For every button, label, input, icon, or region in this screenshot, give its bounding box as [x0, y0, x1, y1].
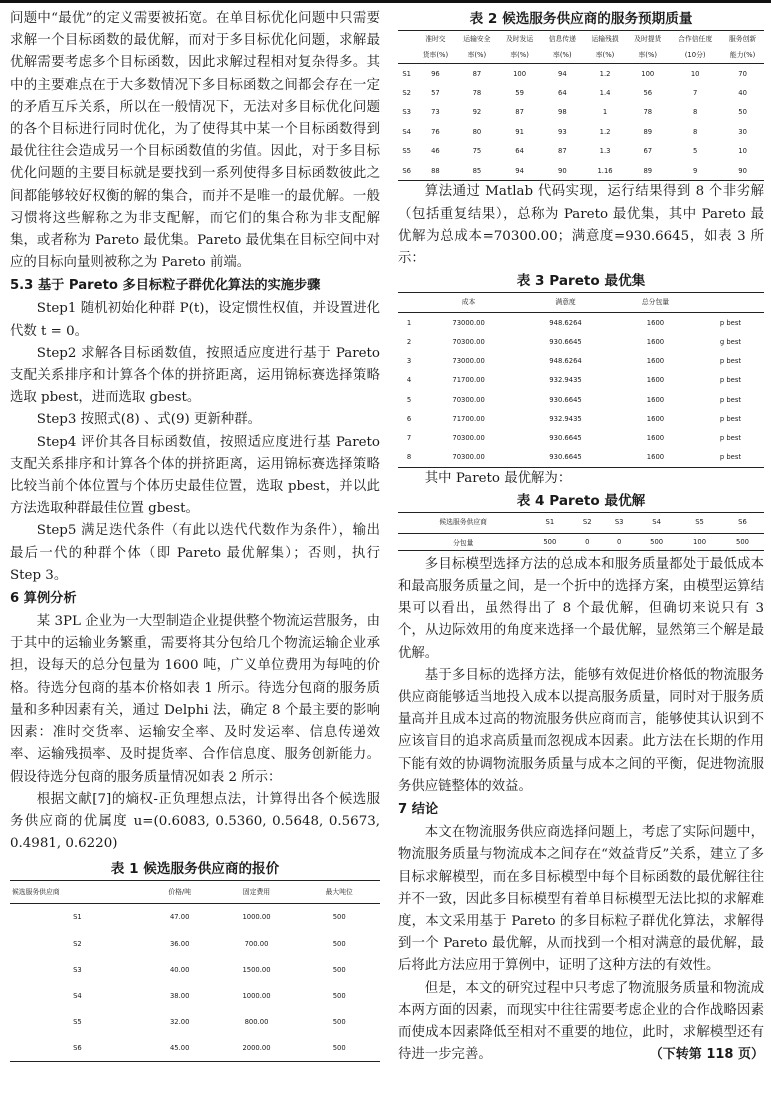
table-cell: 2000.00 [242, 1044, 271, 1053]
table-cell: 700.00 [244, 939, 269, 948]
table-header-cell: 最大吨位 [298, 881, 380, 904]
table-row [398, 142, 764, 161]
table-header-cell: 服务创新 [728, 34, 757, 43]
table-cell: 1000.00 [242, 913, 271, 922]
table-header-cell: S4 [635, 512, 678, 533]
table-header-cell: 候选服务供应商 [398, 512, 528, 533]
table-cell: 932.9435 [549, 414, 582, 423]
table-cell: 38.00 [169, 991, 190, 1000]
table-cell: 73000.00 [452, 357, 485, 366]
table-cell: 1.16 [597, 166, 613, 175]
table-cell: 87 [558, 147, 567, 156]
table-cell: 40 [738, 89, 747, 98]
table-cell: 1600 [646, 453, 665, 462]
table-cell: 500 [543, 537, 557, 546]
table-cell: 92 [472, 108, 482, 117]
step-paragraph: Step3 按照式(8) 、式(9) 更新种群。 [36, 412, 261, 428]
table-cell: 73 [431, 108, 440, 117]
table-cell: S3 [73, 965, 82, 974]
step-paragraph: Step5 满足迭代条件（有此以迭代代数作为条件），输出最后一代的种群个体（即 Pareto 最优解集）；否则，执行 Step 3。 [10, 523, 380, 583]
table-cell: 45.00 [169, 1044, 190, 1053]
table-row [398, 352, 764, 371]
table-3 [398, 292, 764, 468]
table-caption: 表 3 Pareto 最优集 [516, 273, 646, 290]
table-cell: 71700.00 [452, 376, 485, 385]
table-cell: 90 [558, 166, 567, 175]
table-cell: 930.6645 [549, 433, 582, 442]
page-top-rule [0, 0, 771, 3]
table-cell: 1500.00 [242, 965, 271, 974]
table-cell: S5 [402, 147, 411, 156]
body-paragraph: 本文在物流服务供应商选择问题上，考虑了实际问题中，物流服务质量与物流成本之间存在“效益背反”关系，建立了多目标求解模型，而在多目标模型中每个目标函数的最优解往往并不一致，因此多目标模型有着单目标模型无法比拟的求解难度，本文采用基于 Pareto 的多目标粒子群优化算法，求解得到一个 Pareto 最优解，从而找到一个相对满意的最优解，最后将此方法应用于算例中，证明了这种方法的有效性。 [398, 825, 764, 974]
table-cell: 1 [602, 108, 608, 117]
table-cell: 70300.00 [452, 433, 485, 442]
table-cell: 500 [736, 537, 749, 546]
table-cell: 1000.00 [242, 991, 271, 1000]
table-cell: 85 [472, 166, 482, 175]
table-cell: 6 [406, 414, 412, 423]
table-1 [10, 880, 380, 1062]
table-row [398, 103, 764, 122]
table-cell: 93 [558, 127, 567, 136]
table-cell: p best [719, 414, 742, 423]
table-cell: 500 [332, 1044, 346, 1053]
table-row [10, 1009, 380, 1035]
table-cell: 75 [472, 147, 482, 156]
table-row [10, 957, 380, 983]
table-header-cell: S2 [571, 512, 603, 533]
table-row [398, 313, 764, 333]
table-cell: 1.2 [599, 127, 611, 136]
table-header-cell: 价格/吨 [145, 881, 215, 904]
table-row [398, 64, 764, 84]
table-row [10, 983, 380, 1009]
table-cell: 46 [431, 147, 440, 156]
table-cell: S5 [73, 1018, 82, 1027]
table-cell: 930.6645 [549, 337, 582, 346]
table-cell: 1.2 [599, 69, 611, 78]
table-row [398, 409, 764, 428]
table-cell: 2 [406, 337, 412, 346]
table-cell: 1600 [646, 337, 665, 346]
table-header-cell: 货率(%) [415, 47, 455, 64]
table-cell: 78 [472, 89, 482, 98]
left-column [10, 8, 380, 1062]
section-heading: 7 结论 [398, 802, 439, 818]
table-cell: 10 [690, 69, 700, 78]
table-cell: 57 [431, 89, 440, 98]
table-row [10, 1035, 380, 1062]
table-cell: 500 [650, 537, 664, 546]
table-header-cell [697, 293, 764, 313]
right-column [398, 8, 764, 1066]
table-header-cell: 成本 [420, 293, 517, 313]
table-cell: p best [719, 453, 742, 462]
table-cell: 98 [558, 108, 567, 117]
table-row [10, 931, 380, 957]
table-cell: 70300.00 [452, 453, 485, 462]
table-header-cell: S6 [721, 512, 764, 533]
table-cell: 90 [738, 166, 747, 175]
table-cell: 40.00 [169, 965, 190, 974]
table-row [398, 332, 764, 351]
table-cell: 8 [692, 108, 698, 117]
table-header-cell: 率(%) [626, 47, 669, 64]
section-heading: 6 算例分析 [10, 591, 77, 607]
table-cell: p best [719, 318, 742, 327]
table-cell: 94 [515, 166, 524, 175]
table-cell: 64 [515, 147, 524, 156]
section-heading: 5.3 基于 Pareto 多目标粒子群优化算法的实施步骤 [10, 278, 321, 294]
body-paragraph [398, 978, 764, 1067]
table-header-cell: 满意度 [517, 293, 614, 313]
table-cell: 1600 [646, 395, 665, 404]
table-header-cell: 及时发运 [506, 34, 534, 43]
table-cell: 9 [692, 166, 698, 175]
table-cell: 32.00 [169, 1018, 190, 1027]
table-cell: 36.00 [169, 939, 190, 948]
table-header-cell: 固定费用 [215, 881, 299, 904]
table-header-cell: 率(%) [584, 47, 627, 64]
table-cell: 500 [332, 965, 346, 974]
table-cell: S6 [73, 1044, 82, 1053]
table-cell: 67 [643, 147, 653, 156]
table-header-cell: 总分包量 [614, 293, 697, 313]
table-header-cell: 能力(%) [721, 47, 764, 64]
table-cell: 70300.00 [452, 337, 485, 346]
table-cell: 1600 [646, 376, 665, 385]
table-row [398, 533, 764, 550]
table-cell: 70300.00 [452, 395, 485, 404]
table-cell: 3 [406, 357, 412, 366]
table-cell: 50 [738, 108, 747, 117]
table-cell: 100 [513, 69, 527, 78]
table-cell: S1 [402, 69, 411, 78]
table-cell: 1600 [646, 357, 665, 366]
table-header-cell: 候选服务供应商 [10, 881, 145, 904]
table-cell: 1.4 [599, 89, 611, 98]
table-row [398, 390, 764, 409]
table-cell: 64 [558, 89, 567, 98]
table-header-cell: (10分) [669, 47, 721, 64]
table-cell: 1 [406, 318, 412, 327]
table-cell: 1600 [646, 433, 665, 442]
table-caption: 表 1 候选服务供应商的报价 [110, 861, 280, 878]
table-header-cell: S5 [678, 512, 721, 533]
table-cell: S4 [402, 127, 411, 136]
table-cell: 0 [617, 537, 622, 546]
table-cell: S1 [73, 913, 82, 922]
table-row [398, 83, 764, 102]
table-cell: 71700.00 [452, 414, 485, 423]
table-cell: 88 [431, 166, 440, 175]
table-header-cell: 运输残损 [591, 34, 619, 43]
table-cell: 948.6264 [549, 318, 582, 327]
table-cell: 930.6645 [549, 395, 582, 404]
body-paragraph: 其中 Pareto 最优解为： [424, 470, 572, 486]
table-header-cell [398, 31, 415, 48]
table-cell: 56 [643, 89, 653, 98]
table-header-cell: 率(%) [498, 47, 541, 64]
table-cell: 76 [431, 127, 440, 136]
table-header-cell [398, 293, 420, 313]
table-cell: 8 [692, 127, 698, 136]
table-cell: 7 [406, 433, 412, 442]
table-caption: 表 4 Pareto 最优解 [516, 492, 646, 509]
table-cell: 78 [643, 108, 653, 117]
step-paragraph: Step1 随机初始化种群 P(t)，设定惯性权值，并设置进化代数 t = 0。 [10, 301, 380, 339]
table-header-cell: 及时提货 [634, 34, 662, 43]
body-paragraph: 问题中“最优”的定义需要被拓宽。在单目标优化问题中只需要求解一个目标函数的最优解，而对于多目标优化问题，求解最优解需要考虑多个目标函数，因此求解过程相对复杂得多。其中的主要难点在于大多数情况下多目标函数之间都会存在一定的矛盾互斥关系，所以在一般情况下，无法对多目标优化问题的各个目标进行同时优化，为了使得其中某一个目标函数得到最优往往会造成另一个目标函数值的劣值。因此，对于多目标优化问题的主要目标就是要找到一系列使得多目标函数彼此之间都能够较好权衡的解的集合，而并不是唯一的最优解。一般习惯将这些解称之为非支配解，而它们的集合称为非支配解集，或者称为 Pareto 最优集。Pareto 最优集在目标空间中对应的目标向量则被称之为 Pareto 前端。 [10, 11, 380, 271]
table-cell: 0 [585, 537, 590, 546]
table-cell: S6 [402, 166, 411, 175]
table-row [398, 447, 764, 467]
table-cell: 100 [693, 537, 707, 546]
table-header-cell: S1 [528, 512, 571, 533]
body-paragraph: 算法通过 Matlab 代码实现，运行结果得到 8 个非劣解（包括重复结果），总称为 Pareto 最优集，其中 Pareto 最优解为总成本=70300.00；满意度=930.6645，如表 3 所示： [398, 184, 764, 266]
table-cell: 930.6645 [549, 453, 582, 462]
step-paragraph: Step2 求解各目标函数值，按照适应度进行基于 Pareto 支配关系排序和计算各个体的拼挤距离，运用锦标赛选择策略选取 pbest，进而选取 gbest。 [10, 345, 380, 406]
table-cell: 500 [332, 913, 346, 922]
table-row [10, 904, 380, 931]
table-header-cell: 运输安全 [463, 34, 491, 43]
table-4 [398, 512, 764, 551]
table-cell: 59 [515, 89, 524, 98]
table-cell: 500 [332, 1018, 346, 1027]
table-row [398, 161, 764, 181]
table-cell: S2 [73, 939, 82, 948]
body-paragraph: 根据文献[7]的熵权-正负理想点法，计算得出各个候选服务供应商的优属度 u=(0.6083, 0.5360, 0.5648, 0.5673, 0.4981, 0.6220) [10, 791, 380, 852]
table-cell: 8 [406, 453, 412, 462]
table-cell: 932.9435 [549, 376, 582, 385]
table-cell: 1600 [646, 414, 665, 423]
table-cell: 87 [472, 69, 482, 78]
table-cell: 73000.00 [452, 318, 485, 327]
table-cell: 70 [738, 69, 747, 78]
table-cell: 800.00 [244, 1018, 269, 1027]
table-cell: 100 [641, 69, 655, 78]
table-header-cell: 率(%) [541, 47, 584, 64]
table-cell: p best [719, 433, 742, 442]
table-cell: 47.00 [169, 913, 190, 922]
table-row [398, 122, 764, 141]
table-cell: 89 [643, 127, 653, 136]
table-cell: p best [719, 395, 742, 404]
table-header-cell: 准时交 [425, 34, 446, 43]
table-cell: p best [719, 357, 742, 366]
table-cell: 91 [515, 127, 524, 136]
table-cell: 500 [332, 939, 346, 948]
continued-note: （下转第 118 页） [649, 1047, 764, 1063]
table-cell: 948.6264 [549, 357, 582, 366]
table-row [398, 428, 764, 447]
body-text: 但是，本文的研究过程中只考虑了物流服务质量和物流成本两方面的因素，而现实中往往需要考虑企业的合作战略因素而使成本因素降低至相对不重要的地位，此时，求解模型还有待进一步完善。 [398, 980, 764, 1063]
table-cell: 89 [643, 166, 653, 175]
table-cell: 96 [431, 69, 440, 78]
table-cell: 10 [738, 147, 747, 156]
table-cell: 7 [692, 89, 698, 98]
table-header-cell: 合作信任度 [678, 34, 713, 43]
table-cell: 94 [558, 69, 567, 78]
table-cell: S2 [402, 89, 411, 98]
table-caption: 表 2 候选服务供应商的服务预期质量 [469, 11, 693, 27]
table-cell: g best [719, 337, 742, 346]
table-row [398, 371, 764, 390]
step-paragraph: Step4 评价其各目标函数值，按照适应度进行基 Pareto 支配关系排序和计算各个体的拼挤距离，运用锦标赛选择策略比较当前个体位置与个体历史最佳位置，选取 pbest，并以此方法选取种群最佳位置 gbest。 [10, 434, 380, 517]
table-cell: p best [719, 376, 742, 385]
body-paragraph: 基于多目标的选择方法，能够有效促进价格低的物流服务供应商能够适当地投入成本以提高服务质量，同时对于服务质量高并且成本过高的物流服务供应商而言，能够使其认识到不应该盲目的追求高质量而忽视成本因素。此方法在长期的作用下能有效的协调物流服务质量与成本之间的平衡，促进物流服务供应链整体的效益。 [398, 667, 764, 794]
table-cell: 5 [692, 147, 698, 156]
table-header-cell: 率(%) [456, 47, 499, 64]
table-cell: 1600 [646, 318, 665, 327]
body-paragraph: 某 3PL 企业为一大型制造企业提供整个物流运营服务，由于其中的运输业务繁重，需要将其分包给几个物流运输企业承担，设每天的总分包量为 1600 吨，广义单位费用为每吨的价格。待选分包商的基本价格如表 1 所示。待选分包商的服务质量和多种因素有关，通过 Delphi 法，确定 8 个最主要的影响因素：准时交货率、运输安全率、及时发运率、信息传递效率、运输残损率、及时提货率、合作信息度、服务创新能力。假设待选分包商的服务质量情况如表 2 所示： [10, 614, 380, 785]
table-header-cell [398, 47, 415, 64]
table-cell: 80 [472, 127, 482, 136]
table-header-cell: 信息传递 [548, 34, 576, 43]
table-cell: 分包量 [452, 538, 474, 547]
table-cell: 5 [406, 395, 412, 404]
table-cell: 4 [406, 376, 412, 385]
table-cell: 30 [738, 127, 747, 136]
table-header-cell: S3 [603, 512, 635, 533]
table-cell: 500 [332, 991, 346, 1000]
table-cell: S4 [73, 991, 82, 1000]
table-cell: 87 [515, 108, 524, 117]
table-cell: S3 [402, 108, 411, 117]
table-cell: 1.3 [599, 147, 611, 156]
body-paragraph: 多目标模型选择方法的总成本和服务质量都处于最低成本和最高服务质量之间，是一个折中的选择方案，由模型运算结果可以看出，虽然得出了 8 个最优解，但确切来说只有 3 个，从边际效用的角度来选择一个最优解，显然第三个解是最优解。 [398, 556, 764, 661]
table-2 [398, 30, 764, 181]
